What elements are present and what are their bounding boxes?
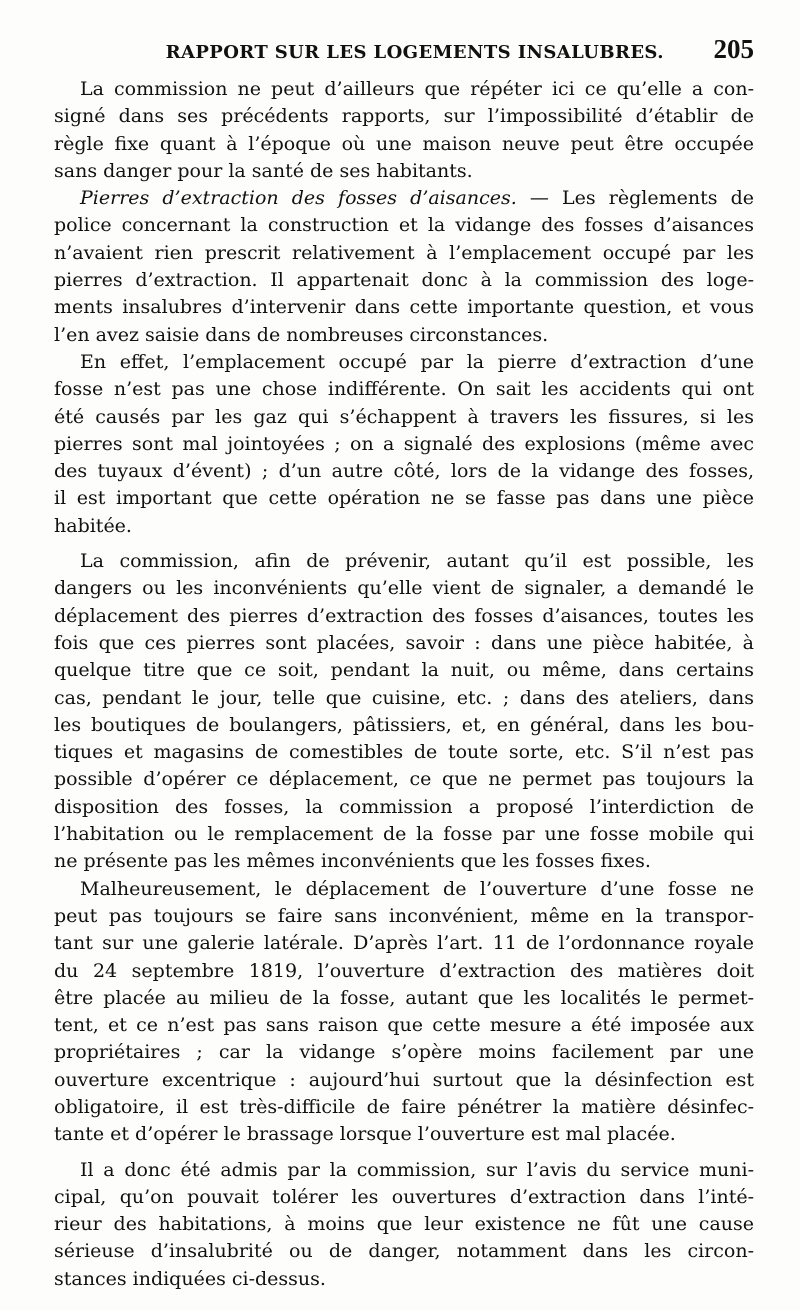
text-line: des tuyaux d’évent) ; d’un autre côté, lors de la vidange des fosses, bbox=[54, 460, 754, 483]
text-line: quelque titre que ce soit, pendant la nuit, ou même, dans certains bbox=[54, 659, 754, 682]
text-line bbox=[54, 185, 754, 212]
text-line: stances indiquées ci-dessus. bbox=[54, 1267, 326, 1290]
text-line: ne présente pas les mêmes inconvénients que les fosses fixes. bbox=[54, 850, 651, 873]
text-line: cipal, qu’on pouvait tolérer les ouvertures d’extraction dans l’inté- bbox=[54, 1185, 754, 1208]
text-line: tiques et magasins de comestibles de toute sorte, etc. S’il n’est pas bbox=[54, 741, 754, 764]
text-line: fois que ces pierres sont placées, savoir : dans une pièce habitée, à bbox=[54, 631, 754, 654]
text-line: tent, et ce n’est pas sans raison que cette mesure a été imposée aux bbox=[54, 1014, 754, 1037]
text-line: peut pas toujours se faire sans inconvénient, même en la transpor- bbox=[54, 904, 754, 927]
text-line: pierres sont mal jointoyées ; on a signalé des explosions (même avec bbox=[54, 432, 754, 455]
text-line: tant sur une galerie latérale. D’après l’art. 11 de l’ordonnance royale bbox=[54, 932, 754, 955]
page-header bbox=[56, 34, 754, 68]
page-number: 205 bbox=[713, 34, 754, 64]
text-line: été causés par les gaz qui s’échappent à travers les fissures, si les bbox=[54, 405, 754, 428]
text-line: sérieuse d’insalubrité ou de danger, notamment dans les circon- bbox=[54, 1240, 754, 1263]
text-line: déplacement des pierres d’extraction des fosses d’aisances, toutes les bbox=[54, 604, 754, 627]
text-line-continuation: — Les règlements de bbox=[516, 187, 754, 210]
text-line: tante et d’opérer le brassage lorsque l’ouverture est mal placée. bbox=[54, 1123, 676, 1146]
text-line: être placée au milieu de la fosse, autant que les localités le permet- bbox=[54, 986, 754, 1009]
text-line: sans danger pour la santé de ses habitants. bbox=[54, 159, 473, 182]
text-line: signé dans ses précédents rapports, sur l’impossibilité d’établir de bbox=[54, 105, 754, 128]
text-line: La commission, afin de prévenir, autant qu’il est possible, les bbox=[80, 550, 754, 573]
text-line: disposition des fosses, la commission a proposé l’interdiction de bbox=[54, 795, 754, 818]
text-line: rieur des habitations, à moins que leur existence ne fût une cause bbox=[54, 1213, 754, 1236]
text-line: fosse n’est pas une chose indifférente. On sait les accidents qui ont bbox=[54, 378, 754, 401]
text-line: il est important que cette opération ne se fasse pas dans une pièce bbox=[54, 487, 754, 510]
text-line: règle fixe quant à l’époque où une maison neuve peut être occupée bbox=[54, 132, 754, 155]
body-text bbox=[54, 76, 754, 1291]
text-line: n’avaient rien prescrit relativement à l’emplacement occupé par les bbox=[54, 241, 754, 264]
text-line: ments insalubres d’intervenir dans cette importante question, et vous bbox=[54, 296, 754, 319]
text-line: dangers ou les inconvénients qu’elle vient de signaler, a demandé le bbox=[54, 577, 754, 600]
text-line: Il a donc été admis par la commission, sur l’avis du service muni- bbox=[80, 1158, 754, 1181]
text-line: propriétaires ; car la vidange s’opère moins facilement par une bbox=[54, 1041, 754, 1064]
text-line: les boutiques de boulangers, pâtissiers, et, en général, dans les bou- bbox=[54, 713, 754, 736]
text-line: cas, pendant le jour, telle que cuisine, etc. ; dans des ateliers, dans bbox=[54, 686, 754, 709]
text-line: l’habitation ou le remplacement de la fosse par une fosse mobile qui bbox=[54, 823, 754, 846]
text-line: police concernant la construction et la vidange des fosses d’aisances bbox=[54, 214, 754, 237]
text-line: pierres d’extraction. Il appartenait donc à la commission des loge- bbox=[54, 269, 754, 292]
text-line: En effet, l’emplacement occupé par la pierre d’extraction d’une bbox=[80, 350, 754, 373]
text-line: l’en avez saisie dans de nombreuses circonstances. bbox=[54, 323, 549, 346]
section-heading: Pierres d’extraction des fosses d’aisances. bbox=[80, 187, 517, 210]
text-line: ouverture excentrique : aujourd’hui surtout que la désinfection est bbox=[54, 1068, 754, 1091]
text-line: obligatoire, il est très-difficile de faire pénétrer la matière désinfec- bbox=[54, 1095, 754, 1118]
text-line: possible d’opérer ce déplacement, ce que ne permet pas toujours la bbox=[54, 768, 754, 791]
text-line: habitée. bbox=[54, 514, 132, 537]
text-line: Malheureusement, le déplacement de l’ouverture d’une fosse ne bbox=[80, 877, 754, 900]
text-line: du 24 septembre 1819, l’ouverture d’extraction des matières doit bbox=[54, 959, 754, 982]
text-line: La commission ne peut d’ailleurs que répéter ici ce qu’elle a con- bbox=[80, 78, 754, 100]
running-title: RAPPORT SUR LES LOGEMENTS INSALUBRES. bbox=[165, 42, 664, 63]
